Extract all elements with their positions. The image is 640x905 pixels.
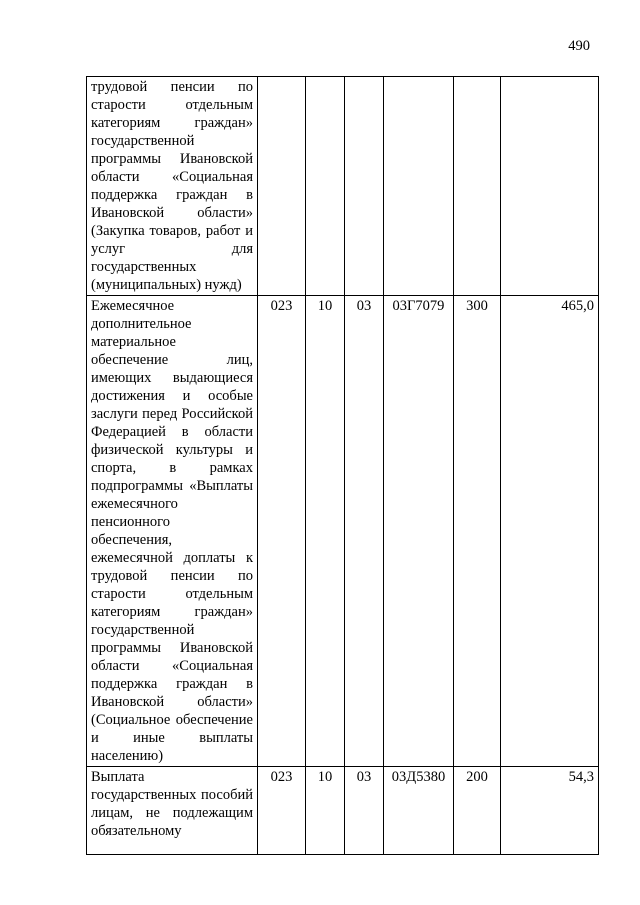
amount: 465,0: [501, 296, 599, 767]
expense-type-code: 200: [454, 767, 501, 855]
section-code: 10: [306, 296, 345, 767]
table-row: [87, 77, 599, 296]
target-article-code: 03Д5380: [384, 767, 454, 855]
amount: 54,3: [501, 767, 599, 855]
row-description: Ежемесячное дополнительное материальное обеспечение лиц, имеющих выдающиеся достижения и особые заслуги перед Российской Федерацией в области физической культуры и спорта, в рамках подпрограммы «Выплаты ежемесячного пенсионного обеспечения, ежемесячной доплаты к трудовой пенсии по старости отдельным категориям граждан» государственной программы Ивановской области «Социальная поддержка граждан в Ивановской области» (Социальное обеспечение и иные выплаты населению): [87, 296, 258, 767]
row-description: трудовой пенсии по старости отдельным категориям граждан» государственной программы Ивановской области «Социальная поддержка граждан в Ивановской области» (Закупка товаров, работ и услуг для государственных (муниципальных) нужд): [87, 77, 258, 296]
expense-type-code: 300: [454, 296, 501, 767]
ministry-code: [258, 77, 306, 296]
budget-table: [86, 76, 599, 855]
ministry-code: 023: [258, 296, 306, 767]
row-description: Выплата государственных пособий лицам, не подлежащим обязательному: [87, 767, 258, 855]
subsection-code: 03: [345, 767, 384, 855]
section-code: [306, 77, 345, 296]
table-row: [87, 767, 599, 855]
page-number: 490: [568, 38, 590, 54]
amount: [501, 77, 599, 296]
target-article-code: [384, 77, 454, 296]
target-article-code: 03Г7079: [384, 296, 454, 767]
expense-type-code: [454, 77, 501, 296]
subsection-code: [345, 77, 384, 296]
ministry-code: 023: [258, 767, 306, 855]
subsection-code: 03: [345, 296, 384, 767]
section-code: 10: [306, 767, 345, 855]
table-row: [87, 296, 599, 767]
